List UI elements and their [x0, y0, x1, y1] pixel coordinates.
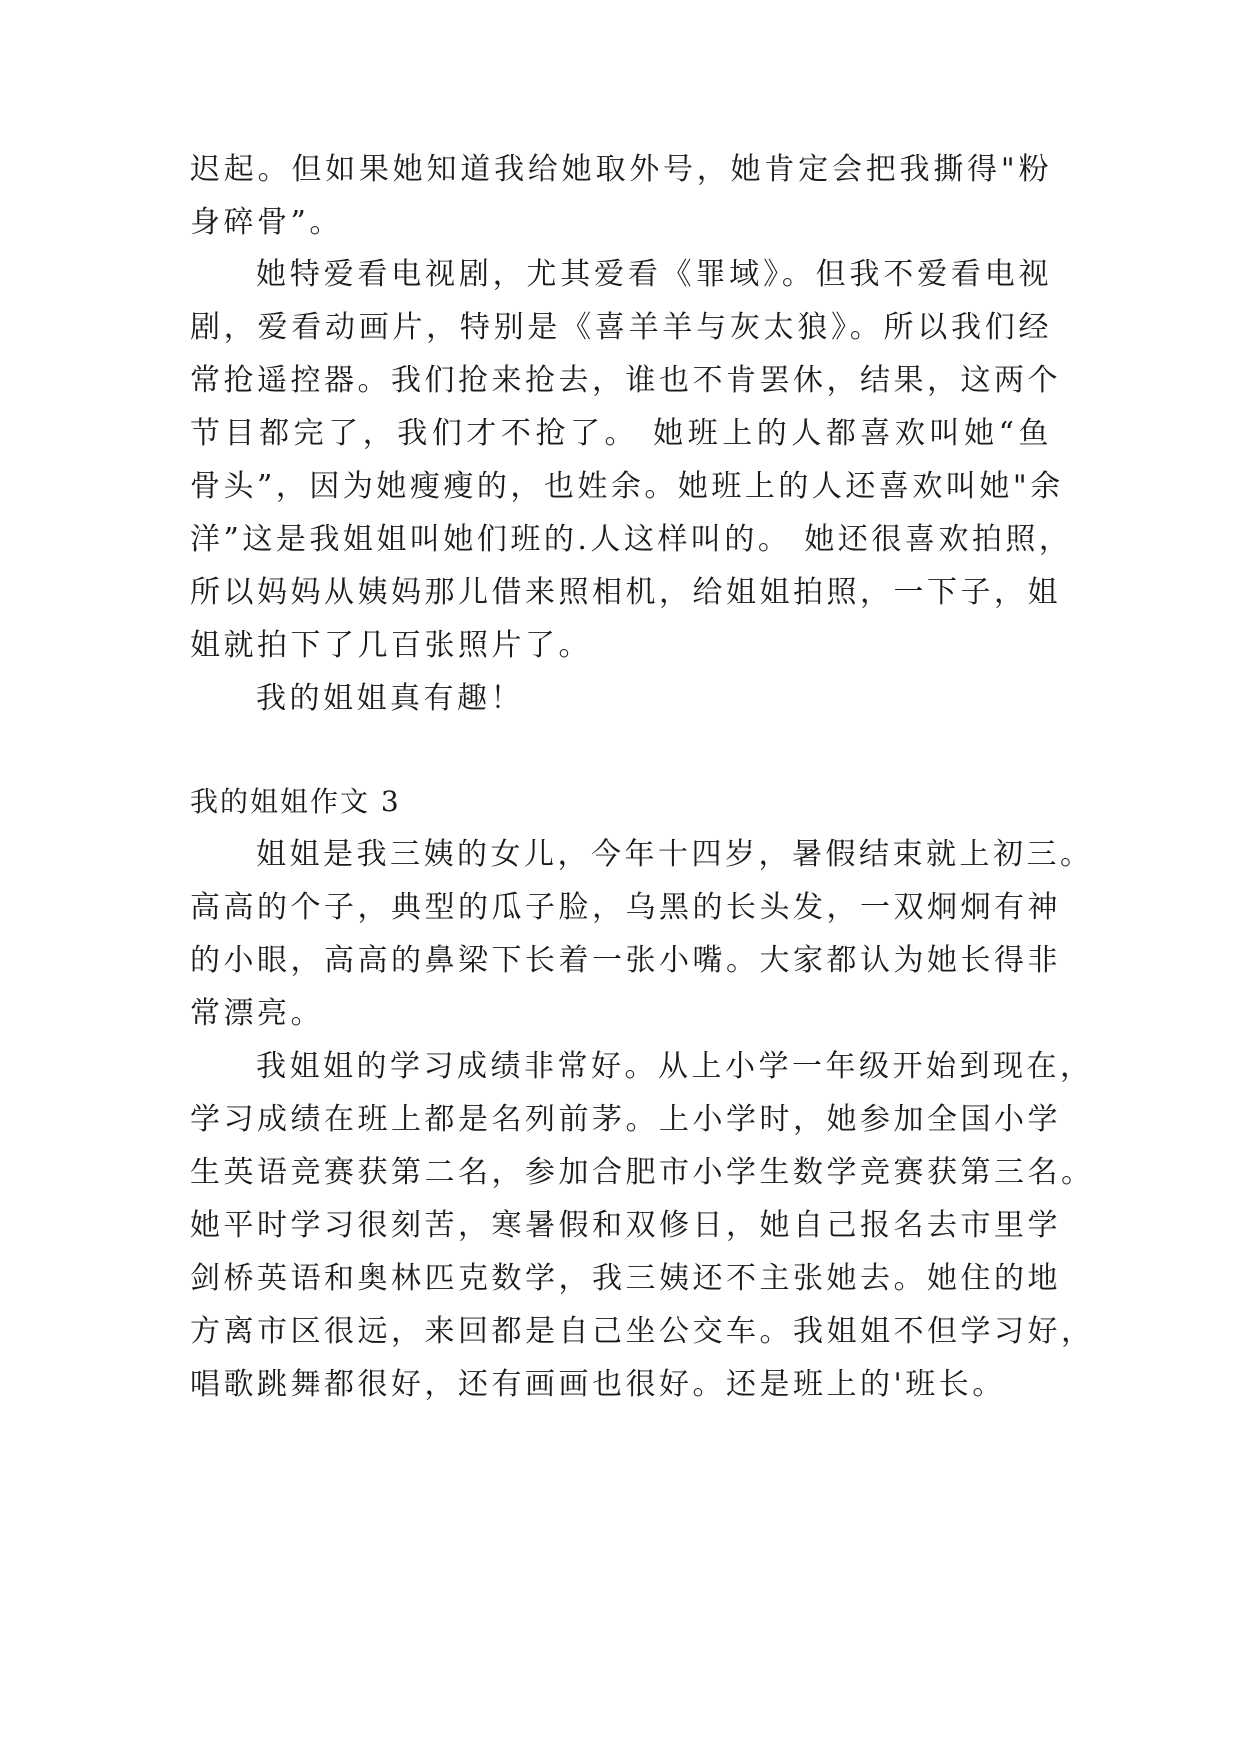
text-line: 剧，爱看动画片，特别是《喜羊羊与灰太狼》。所以我们经: [190, 310, 1052, 345]
text-line: 所以妈妈从姨妈那儿借来照相机，给姐姐拍照，一下子，姐: [190, 575, 1061, 610]
text-line: 唱歌跳舞都很好，还有画画也很好。还是班上的'班长。: [190, 1367, 1006, 1402]
text-line: 迟起。但如果她知道我给她取外号，她肯定会把我撕得"粉: [190, 152, 1052, 187]
text-line: 她平时学习很刻苦，寒暑假和双修日，她自己报名去市里学: [190, 1208, 1061, 1243]
text-line: 剑桥英语和奥林匹克数学，我三姨还不主张她去。她住的地: [190, 1261, 1061, 1296]
text-line: 学习成绩在班上都是名列前茅。上小学时，她参加全国小学: [190, 1102, 1061, 1137]
text-line: 我姐姐的学习成绩非常好。从上小学一年级开始到现在，: [256, 1049, 1094, 1084]
paragraph-fun: 我的姐姐真有趣！: [256, 681, 524, 716]
text-line: 节目都完了，我们才不抢了。 她班上的人都喜欢叫她“鱼: [190, 416, 1052, 451]
text-line: 的小眼，高高的鼻梁下长着一张小嘴。大家都认为她长得非: [190, 943, 1061, 978]
text-line: 常抢遥控器。我们抢来抢去，谁也不肯罢休，结果，这两个: [190, 363, 1061, 398]
text-line: 身碎骨”。: [190, 205, 343, 240]
text-line: 她特爱看电视剧，尤其爱看《罪域》。但我不爱看电视: [256, 257, 1052, 292]
section-heading: 我的姐姐作文 3: [190, 785, 401, 818]
text-line: 姐就拍下了几百张照片了。: [190, 628, 592, 663]
text-line: 常漂亮。: [190, 996, 324, 1031]
text-line: 高高的个子，典型的瓜子脸，乌黑的长头发，一双炯炯有神: [190, 890, 1061, 925]
text-line: 洋”这是我姐姐叫她们班的.人这样叫的。 她还很喜欢拍照，: [190, 522, 1073, 557]
text-line: 骨头”，因为她瘦瘦的，也姓余。她班上的人还喜欢叫她"余: [190, 469, 1064, 504]
text-line: 方离市区很远，来回都是自己坐公交车。我姐姐不但学习好，: [190, 1314, 1095, 1349]
text-line: 姐姐是我三姨的女儿，今年十四岁，暑假结束就上初三。: [256, 837, 1094, 872]
text-line: 生英语竞赛获第二名，参加合肥市小学生数学竞赛获第三名。: [190, 1155, 1095, 1190]
